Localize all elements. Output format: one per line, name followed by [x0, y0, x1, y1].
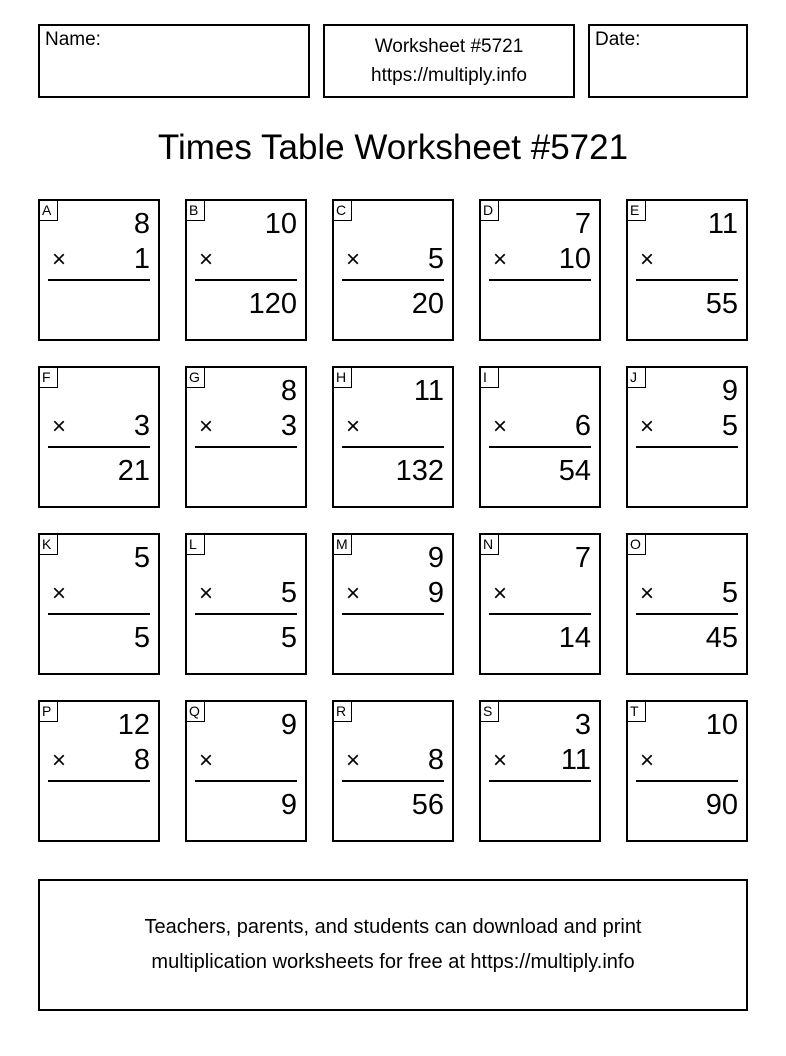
- bottom-number: 11: [560, 744, 591, 776]
- problem-letter: S: [481, 702, 499, 722]
- footer-line-2: multiplication worksheets for free at https://multiply.info: [151, 951, 635, 973]
- worksheet-info-box: [323, 24, 575, 98]
- answer-line: [195, 446, 297, 448]
- top-number: 9: [280, 709, 297, 741]
- worksheet-number: Worksheet #5721: [374, 36, 524, 57]
- answer-line: [48, 780, 150, 782]
- top-number: 10: [264, 208, 297, 240]
- multiply-sign: ×: [640, 246, 655, 273]
- date-box[interactable]: [588, 24, 748, 98]
- answer: 55: [705, 288, 738, 320]
- answer-line: [48, 613, 150, 615]
- problem-n: [479, 533, 601, 675]
- top-number: 5: [133, 542, 150, 574]
- problem-letter: T: [628, 702, 646, 722]
- answer: 45: [705, 622, 738, 654]
- problem-k: [38, 533, 160, 675]
- problem-letter: Q: [187, 702, 205, 722]
- bottom-number: 8: [427, 744, 444, 776]
- top-number: 10: [705, 709, 738, 741]
- top-number: 8: [280, 375, 297, 407]
- problem-letter: G: [187, 368, 205, 388]
- multiply-sign: ×: [493, 413, 508, 440]
- problem-letter: H: [334, 368, 352, 388]
- bottom-number: 5: [721, 577, 738, 609]
- bottom-number: 3: [280, 410, 297, 442]
- bottom-number: 9: [427, 577, 444, 609]
- answer-line: [636, 613, 738, 615]
- multiply-sign: ×: [199, 580, 214, 607]
- problem-letter: P: [40, 702, 58, 722]
- name-label: Name:: [45, 29, 101, 50]
- problem-q: [185, 700, 307, 842]
- bottom-number: 5: [280, 577, 297, 609]
- problem-o: [626, 533, 748, 675]
- answer-line: [342, 279, 444, 281]
- multiply-sign: ×: [346, 246, 361, 273]
- multiply-sign: ×: [346, 747, 361, 774]
- answer-line: [342, 446, 444, 448]
- problem-letter: A: [40, 201, 58, 221]
- problem-c: [332, 199, 454, 341]
- problem-letter: M: [334, 535, 352, 555]
- bottom-number: 5: [721, 410, 738, 442]
- multiply-sign: ×: [640, 580, 655, 607]
- problem-d: [479, 199, 601, 341]
- multiply-sign: ×: [493, 747, 508, 774]
- footer-box: [38, 879, 748, 1011]
- answer: 9: [280, 789, 297, 821]
- multiply-sign: ×: [640, 747, 655, 774]
- multiply-sign: ×: [640, 413, 655, 440]
- top-number: 9: [721, 375, 738, 407]
- problem-letter: N: [481, 535, 499, 555]
- answer-line: [195, 780, 297, 782]
- bottom-number: 10: [558, 243, 591, 275]
- problem-t: [626, 700, 748, 842]
- answer: 21: [117, 455, 150, 487]
- problem-letter: K: [40, 535, 58, 555]
- answer: 5: [280, 622, 297, 654]
- top-number: 11: [707, 208, 738, 240]
- multiply-sign: ×: [52, 747, 67, 774]
- problem-f: [38, 366, 160, 508]
- multiply-sign: ×: [199, 747, 214, 774]
- problem-p: [38, 700, 160, 842]
- problem-letter: I: [481, 368, 499, 388]
- problem-letter: D: [481, 201, 499, 221]
- top-number: 7: [574, 542, 591, 574]
- problem-h: [332, 366, 454, 508]
- problem-letter: L: [187, 535, 205, 555]
- answer: 54: [558, 455, 591, 487]
- answer-line: [48, 446, 150, 448]
- bottom-number: 8: [133, 744, 150, 776]
- problem-b: [185, 199, 307, 341]
- problem-l: [185, 533, 307, 675]
- problem-letter: R: [334, 702, 352, 722]
- problem-j: [626, 366, 748, 508]
- answer-line: [195, 613, 297, 615]
- answer: 90: [705, 789, 738, 821]
- multiply-sign: ×: [199, 413, 214, 440]
- problem-letter: O: [628, 535, 646, 555]
- problem-letter: E: [628, 201, 646, 221]
- answer-line: [636, 780, 738, 782]
- answer: 5: [133, 622, 150, 654]
- answer-line: [489, 279, 591, 281]
- answer: 14: [558, 622, 591, 654]
- problem-g: [185, 366, 307, 508]
- multiply-sign: ×: [346, 413, 361, 440]
- answer-line: [636, 446, 738, 448]
- bottom-number: 3: [133, 410, 150, 442]
- answer-line: [636, 279, 738, 281]
- multiply-sign: ×: [199, 246, 214, 273]
- answer-line: [489, 780, 591, 782]
- bottom-number: 6: [574, 410, 591, 442]
- problem-s: [479, 700, 601, 842]
- page-title: Times Table Worksheet #5721: [157, 128, 629, 167]
- top-number: 7: [574, 208, 591, 240]
- answer-line: [489, 446, 591, 448]
- problem-r: [332, 700, 454, 842]
- problem-m: [332, 533, 454, 675]
- answer: 132: [395, 455, 444, 487]
- problem-e: [626, 199, 748, 341]
- date-label: Date:: [595, 29, 641, 50]
- problem-letter: C: [334, 201, 352, 221]
- top-number: 8: [133, 208, 150, 240]
- name-box[interactable]: [38, 24, 310, 98]
- multiply-sign: ×: [52, 580, 67, 607]
- answer-line: [342, 613, 444, 615]
- top-number: 12: [117, 709, 150, 741]
- bottom-number: 5: [427, 243, 444, 275]
- answer-line: [342, 780, 444, 782]
- footer-line-1: Teachers, parents, and students can download and print: [144, 916, 642, 938]
- problem-letter: J: [628, 368, 646, 388]
- multiply-sign: ×: [493, 580, 508, 607]
- answer-line: [48, 279, 150, 281]
- bottom-number: 1: [133, 243, 150, 275]
- answer: 120: [248, 288, 297, 320]
- problem-letter: B: [187, 201, 205, 221]
- problem-letter: F: [40, 368, 58, 388]
- answer-line: [195, 279, 297, 281]
- top-number: 11: [413, 375, 444, 407]
- problem-a: [38, 199, 160, 341]
- answer: 20: [411, 288, 444, 320]
- multiply-sign: ×: [52, 246, 67, 273]
- answer: 56: [411, 789, 444, 821]
- answer-line: [489, 613, 591, 615]
- problem-i: [479, 366, 601, 508]
- top-number: 9: [427, 542, 444, 574]
- multiply-sign: ×: [346, 580, 361, 607]
- worksheet-url: https://multiply.info: [371, 65, 527, 86]
- multiply-sign: ×: [493, 246, 508, 273]
- top-number: 3: [574, 709, 591, 741]
- multiply-sign: ×: [52, 413, 67, 440]
